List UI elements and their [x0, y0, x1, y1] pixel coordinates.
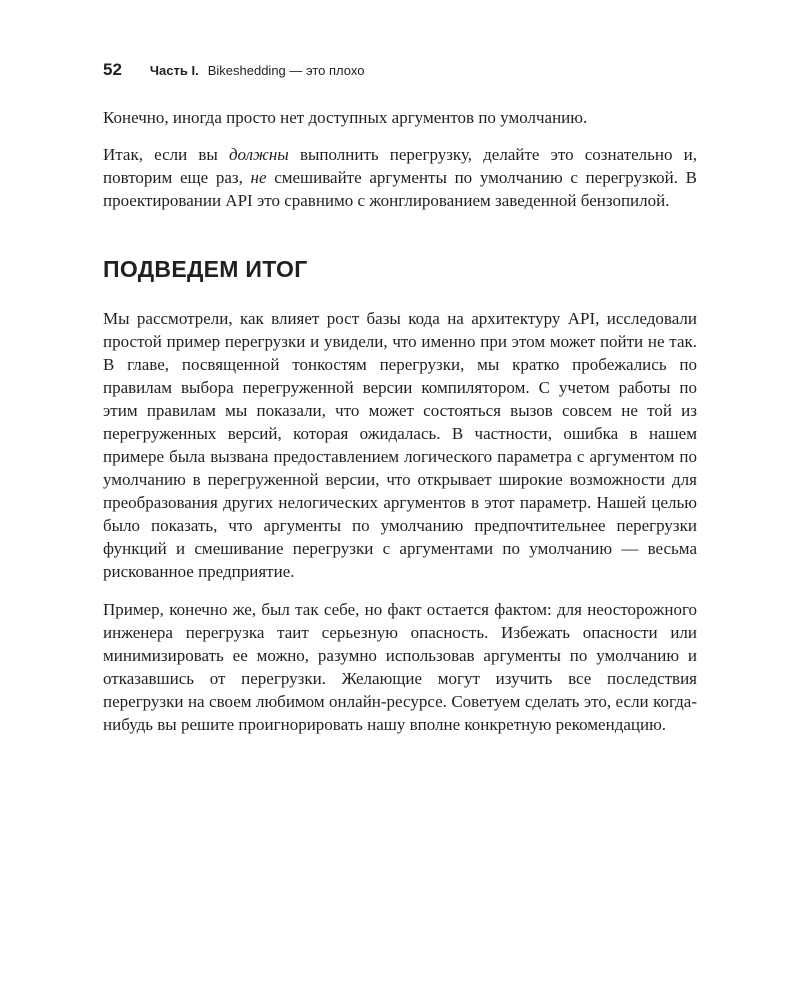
- emphasis-must: должны: [228, 145, 289, 164]
- page-number: 52: [103, 60, 122, 79]
- part-label: Часть I.: [149, 63, 199, 78]
- text-segment: Итак, если вы: [103, 145, 229, 164]
- section-heading: ПОДВЕДЕМ ИТОГ: [103, 256, 308, 282]
- part-title: Bikeshedding — это плохо: [207, 63, 365, 78]
- running-head: [103, 60, 697, 88]
- paragraph-default-args: Конечно, иногда просто нет доступных аргументов по умолчанию.: [103, 108, 588, 127]
- text-segment: выполнить перегрузку, делайте это сознательно и, повторим еще раз,: [103, 145, 697, 187]
- text-segment: смешивайте аргументы по умолчанию с перегрузкой. В проектировании API это сравнимо с жонглированием заведенной бензопилой.: [103, 168, 697, 210]
- paragraph-summary: Мы рассмотрели, как влияет рост базы кода на архитектуру API, исследовали простой пример перегрузки и увидели, что именно при этом может пойти не так. В главе, посвященной тонкостям перегрузки, мы кратко пробежались по правилам выбора перегруженной версии компилятором. С учетом работы по этим правилам мы показали, что может состояться вызов совсем не той из перегруженных версий, которая ожидалась. В частности, ошибка в нашем примере была вызвана предоставлением логического параметра с аргументом по умолчанию в перегруженной версии, что открывает широкие возможности для преобразования других нелогических аргументов в этот параметр. Нашей целью было показать, что аргументы по умолчанию предпочтительнее перегрузки функций и смешивание перегрузки с аргументами по умолчанию — весьма рискованное предприятие.: [103, 309, 697, 581]
- emphasis-not: не: [250, 168, 267, 187]
- paragraph-overload-warning: [103, 143, 697, 212]
- paragraph-conclusion: Пример, конечно же, был так себе, но факт остается фактом: для неосторожного инженера перегрузка таит серьезную опасность. Избежать опасности или минимизировать ее можно, разумно использовав аргументы по умолчанию и отказавшись от перегрузки. Желающие могут изучить все последствия перегрузки на своем любимом онлайн-ресурсе. Советуем сделать это, если когда-нибудь вы решите проигнорировать нашу вполне конкретную рекомендацию.: [103, 600, 697, 734]
- book-page: [103, 60, 697, 736]
